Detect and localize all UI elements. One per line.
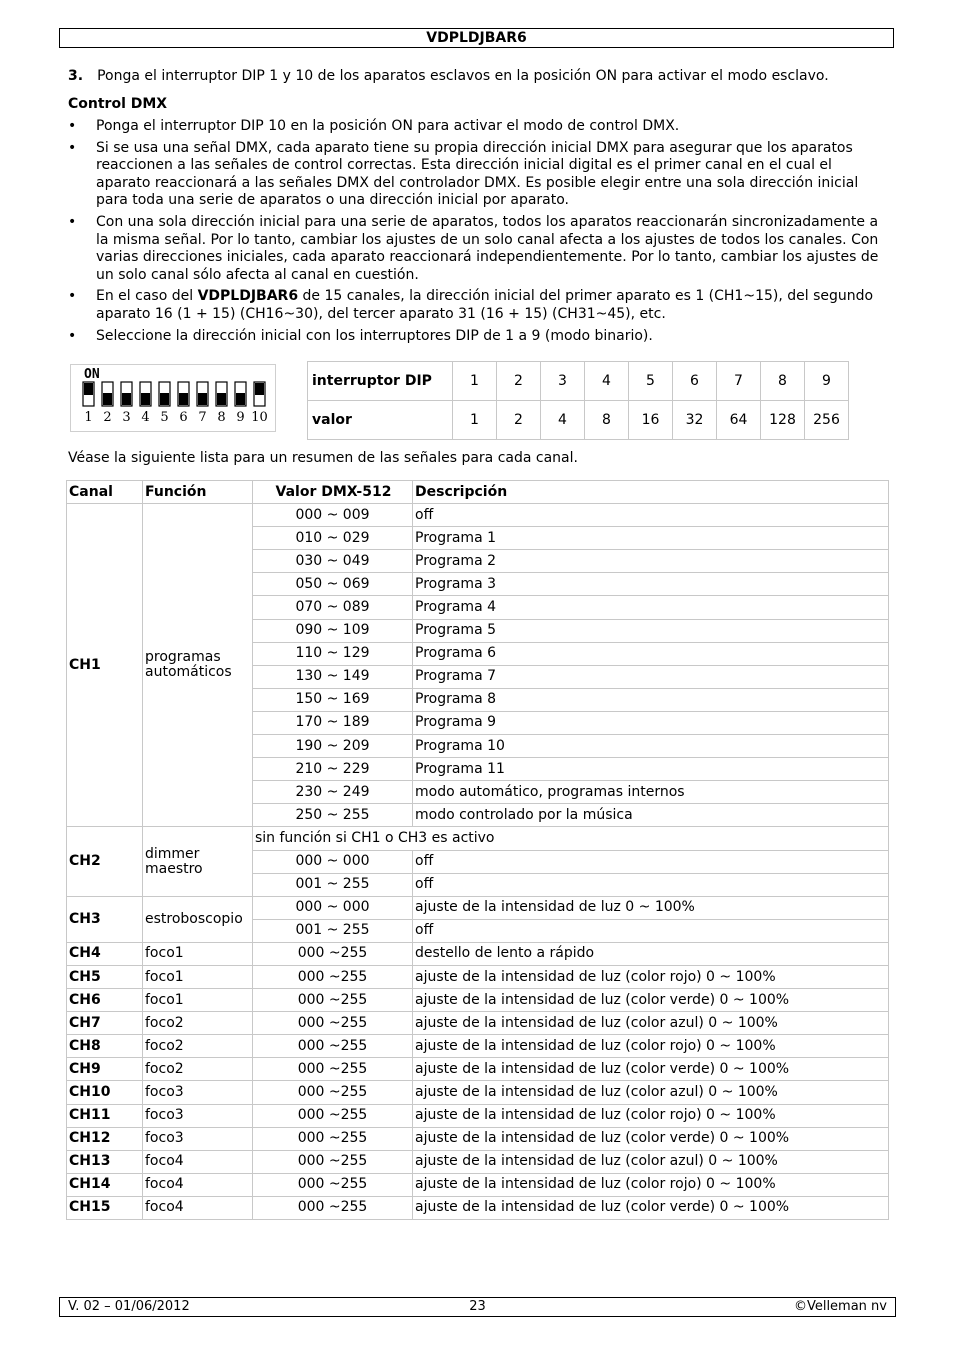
dip-switch-knob (198, 393, 207, 405)
function-cell: foco2 (143, 1058, 253, 1081)
table-row (67, 1104, 889, 1127)
column-header: Valor DMX-512 (253, 481, 413, 504)
description-cell: ajuste de la intensidad de luz (color verde) 0 ~ 100% (413, 989, 889, 1012)
dip-cell: 9 (805, 362, 849, 401)
description-cell: destello de lento a rápido (413, 942, 889, 965)
function-cell: foco4 (143, 1173, 253, 1196)
description-cell: ajuste de la intensidad de luz (color verde) 0 ~ 100% (413, 1127, 889, 1150)
dmx-value-cell: 000 ~255 (253, 1173, 413, 1196)
step-3 (68, 67, 898, 86)
channel-cell: CH4 (67, 942, 143, 965)
description-cell: Programa 5 (413, 619, 889, 642)
bullet-dot: • (68, 213, 77, 230)
dip-switch-illustration (70, 364, 276, 432)
dip-switch-knob (84, 383, 93, 395)
bullet-item (68, 328, 890, 346)
dmx-value-cell: 000 ~255 (253, 965, 413, 988)
channel-cell: CH6 (67, 989, 143, 1012)
column-header: Canal (67, 481, 143, 504)
dip-cell: 5 (629, 362, 673, 401)
channel-cell: CH13 (67, 1150, 143, 1173)
function-cell: foco1 (143, 942, 253, 965)
description-cell: ajuste de la intensidad de luz (color rojo) 0 ~ 100% (413, 965, 889, 988)
table-row (67, 504, 889, 527)
dip-switch-number: 9 (236, 410, 245, 425)
dip-switch-number: 8 (217, 410, 226, 425)
dip-row-label: valor (308, 401, 453, 440)
description-cell: ajuste de la intensidad de luz (color rojo) 0 ~ 100% (413, 1173, 889, 1196)
bullet-text: Seleccione la dirección inicial con los interruptores DIP de 1 a 9 (modo binario). (96, 327, 653, 344)
dmx-value-cell: 070 ~ 089 (253, 596, 413, 619)
bullet-item (68, 288, 890, 323)
description-cell: off (413, 850, 889, 873)
channel-cell: CH9 (67, 1058, 143, 1081)
dip-switch-number: 4 (141, 410, 150, 425)
dmx-value-cell: 010 ~ 029 (253, 527, 413, 550)
description-cell: Programa 11 (413, 758, 889, 781)
dmx-value-cell: 000 ~255 (253, 1196, 413, 1219)
dmx-value-cell: 000 ~255 (253, 1150, 413, 1173)
column-header: Descripción (413, 481, 889, 504)
bullet-dot: • (68, 288, 77, 305)
description-cell: ajuste de la intensidad de luz (color azul) 0 ~ 100% (413, 1150, 889, 1173)
dmx-value-cell: 001 ~ 255 (253, 919, 413, 942)
bullet-text: Ponga el interruptor DIP 10 en la posición ON para activar el modo de control DMX. (96, 118, 680, 134)
function-cell: foco1 (143, 989, 253, 1012)
bullet-dot: • (68, 118, 77, 134)
bullet-bold-text: VDPLDJBAR6 (197, 288, 299, 305)
function-cell: foco4 (143, 1196, 253, 1219)
dmx-value-cell: 000 ~ 009 (253, 504, 413, 527)
dip-switch-graphic (71, 365, 275, 431)
channel-cell: CH12 (67, 1127, 143, 1150)
function-cell: foco2 (143, 1012, 253, 1035)
dip-row-label: interruptor DIP (308, 362, 453, 401)
channel-cell: CH7 (67, 1012, 143, 1035)
dmx-value-cell: 130 ~ 149 (253, 665, 413, 688)
description-cell: Programa 1 (413, 527, 889, 550)
dmx-value-cell: 250 ~ 255 (253, 804, 413, 827)
function-cell: foco2 (143, 1035, 253, 1058)
table-row (67, 965, 889, 988)
description-cell: off (413, 504, 889, 527)
dip-switch-knob (217, 393, 226, 405)
step-number: 3. (68, 68, 84, 84)
function-cell: foco3 (143, 1081, 253, 1104)
dip-cell: 8 (585, 401, 629, 440)
description-cell: ajuste de la intensidad de luz (color azul) 0 ~ 100% (413, 1081, 889, 1104)
description-cell: Programa 4 (413, 596, 889, 619)
dip-switch-knob (103, 393, 112, 405)
dip-switch-number: 5 (160, 410, 169, 425)
table-row (67, 1058, 889, 1081)
dmx-value-cell: 170 ~ 189 (253, 711, 413, 734)
description-cell: ajuste de la intensidad de luz 0 ~ 100% (413, 896, 889, 919)
dip-cell: 7 (717, 362, 761, 401)
dmx-channel-table (66, 480, 889, 1220)
channel-cell: CH3 (67, 896, 143, 942)
dmx-value-cell: 000 ~255 (253, 1035, 413, 1058)
dip-cell: 128 (761, 401, 805, 440)
function-cell: dimmer maestro (143, 827, 253, 896)
dmx-value-cell: 000 ~255 (253, 1104, 413, 1127)
dip-cell: 4 (585, 362, 629, 401)
dip-switch-knob (255, 383, 264, 395)
function-cell: foco1 (143, 965, 253, 988)
dip-cell: 6 (673, 362, 717, 401)
dip-row-value (308, 401, 849, 440)
dip-cell: 8 (761, 362, 805, 401)
dmx-value-cell: 190 ~ 209 (253, 735, 413, 758)
dip-row-switch (308, 362, 849, 401)
dip-switch-knob (160, 393, 169, 405)
table-row (67, 1081, 889, 1104)
dmx-value-cell: 210 ~ 229 (253, 758, 413, 781)
bullet-dot: • (68, 139, 77, 156)
channel-cell: CH2 (67, 827, 143, 896)
function-cell: foco3 (143, 1127, 253, 1150)
bullet-list (68, 118, 890, 349)
dip-cell: 2 (497, 362, 541, 401)
dip-switch-number: 3 (122, 410, 131, 425)
dip-cell: 2 (497, 401, 541, 440)
dmx-value-cell: 000 ~255 (253, 942, 413, 965)
description-cell: Programa 7 (413, 665, 889, 688)
bullet-item (68, 214, 890, 284)
description-cell: ajuste de la intensidad de luz (color rojo) 0 ~ 100% (413, 1035, 889, 1058)
dip-switch-number: 2 (103, 410, 112, 425)
table-row (67, 1150, 889, 1173)
channel-cell: CH15 (67, 1196, 143, 1219)
dip-switch-number: 6 (179, 410, 188, 425)
note-cell: sin función si CH1 o CH3 es activo (253, 827, 889, 850)
dmx-value-cell: 000 ~255 (253, 989, 413, 1012)
channel-cell: CH10 (67, 1081, 143, 1104)
channel-cell: CH5 (67, 965, 143, 988)
function-cell: estroboscopio (143, 896, 253, 942)
description-cell: Programa 8 (413, 688, 889, 711)
description-cell: Programa 10 (413, 735, 889, 758)
dmx-value-cell: 050 ~ 069 (253, 573, 413, 596)
dip-switch-knob (122, 393, 131, 405)
table-header-row (67, 481, 889, 504)
dmx-value-cell: 030 ~ 049 (253, 550, 413, 573)
function-cell: foco4 (143, 1150, 253, 1173)
description-cell: Programa 2 (413, 550, 889, 573)
dip-switch-number: 1 (84, 410, 93, 425)
dmx-value-cell: 090 ~ 109 (253, 619, 413, 642)
function-cell: foco3 (143, 1104, 253, 1127)
bullet-item (68, 118, 890, 136)
description-cell: ajuste de la intensidad de luz (color azul) 0 ~ 100% (413, 1012, 889, 1035)
dmx-value-cell: 000 ~255 (253, 1058, 413, 1081)
dip-switch-knob (141, 393, 150, 405)
description-cell: off (413, 919, 889, 942)
description-cell: Programa 6 (413, 642, 889, 665)
bullet-text: En el caso del (96, 288, 198, 305)
bullet-text: Si se usa una señal DMX, cada aparato tiene su propia dirección inicial DMX para asegurar que los aparatos reaccionen a las señales de control correctas. Esta dirección inicial digital es el primer canal en el cual el aparato reaccionará a las señales DMX del controlador DMX. Es posible elegir entre una sola dirección inicial para toda una serie de aparatos o una dirección inicial por aparato. (96, 139, 859, 209)
description-cell: ajuste de la intensidad de luz (color rojo) 0 ~ 100% (413, 1104, 889, 1127)
column-header: Función (143, 481, 253, 504)
dip-cell: 3 (541, 362, 585, 401)
dip-cell: 256 (805, 401, 849, 440)
table-row (67, 896, 889, 919)
description-cell: modo controlado por la música (413, 804, 889, 827)
dmx-value-cell: 000 ~ 000 (253, 850, 413, 873)
dip-cell: 64 (717, 401, 761, 440)
page-footer (59, 1297, 896, 1317)
description-cell: modo automático, programas internos (413, 781, 889, 804)
dip-cell: 1 (453, 401, 497, 440)
dmx-value-cell: 150 ~ 169 (253, 688, 413, 711)
channel-cell: CH14 (67, 1173, 143, 1196)
dip-on-label: ON (84, 367, 100, 382)
bullet-item (68, 140, 890, 210)
description-cell: ajuste de la intensidad de luz (color verde) 0 ~ 100% (413, 1058, 889, 1081)
dmx-value-cell: 000 ~255 (253, 1012, 413, 1035)
table-row (67, 1012, 889, 1035)
table-row (67, 1127, 889, 1150)
channel-cell: CH8 (67, 1035, 143, 1058)
footer-version: V. 02 – 01/06/2012 (68, 1299, 190, 1314)
description-cell: Programa 3 (413, 573, 889, 596)
bullet-text: Con una sola dirección inicial para una serie de aparatos, todos los aparatos reaccionarán sincronizadamente a la misma señal. Por lo tanto, cambiar los ajustes de un solo canal afecta a los ajustes de todos los canales. Con varias direcciones iniciales, cada aparato reaccionará independientemente. Por lo tanto, cambiar los ajustes de un solo canal sólo afecta al canal en cuestión. (96, 213, 879, 283)
dip-value-table (307, 361, 849, 440)
dmx-value-cell: 000 ~ 000 (253, 896, 413, 919)
description-cell: ajuste de la intensidad de luz (color verde) 0 ~ 100% (413, 1196, 889, 1219)
channel-summary-note: Véase la siguiente lista para un resumen de las señales para cada canal. (68, 450, 578, 466)
step-text: Ponga el interruptor DIP 1 y 10 de los aparatos esclavos en la posición ON para activar el modo esclavo. (97, 68, 829, 84)
table-row (67, 989, 889, 1012)
dmx-value-cell: 230 ~ 249 (253, 781, 413, 804)
section-title: Control DMX (68, 96, 168, 112)
dip-cell: 32 (673, 401, 717, 440)
channel-cell: CH11 (67, 1104, 143, 1127)
dip-switch-number: 10 (251, 410, 268, 425)
page-header-title: VDPLDJBAR6 (59, 28, 894, 48)
description-cell: Programa 9 (413, 711, 889, 734)
footer-page-number: 23 (469, 1299, 486, 1314)
channel-cell: CH1 (67, 504, 143, 827)
table-row (67, 1196, 889, 1219)
table-row (67, 827, 889, 850)
function-cell: programas automáticos (143, 504, 253, 827)
bullet-dot: • (68, 327, 77, 344)
table-row (67, 1035, 889, 1058)
dip-cell: 4 (541, 401, 585, 440)
dip-switch-number: 7 (198, 410, 207, 425)
table-row (67, 1173, 889, 1196)
footer-company: ©Velleman nv (793, 1299, 887, 1314)
dmx-value-cell: 000 ~255 (253, 1127, 413, 1150)
dip-cell: 16 (629, 401, 673, 440)
dmx-value-cell: 000 ~255 (253, 1081, 413, 1104)
description-cell: off (413, 873, 889, 896)
dmx-value-cell: 110 ~ 129 (253, 642, 413, 665)
bullet-text: de 15 canales, la dirección inicial del primer aparato es 1 (CH1~15), del segundo aparato 16 (1 + 15) (CH16~30), del tercer aparato 31 (16 + 15) (CH31~45), etc. (96, 288, 874, 322)
dip-cell: 1 (453, 362, 497, 401)
dip-switch-knob (179, 393, 188, 405)
table-row (67, 942, 889, 965)
dip-switch-knob (236, 393, 245, 405)
dmx-value-cell: 001 ~ 255 (253, 873, 413, 896)
